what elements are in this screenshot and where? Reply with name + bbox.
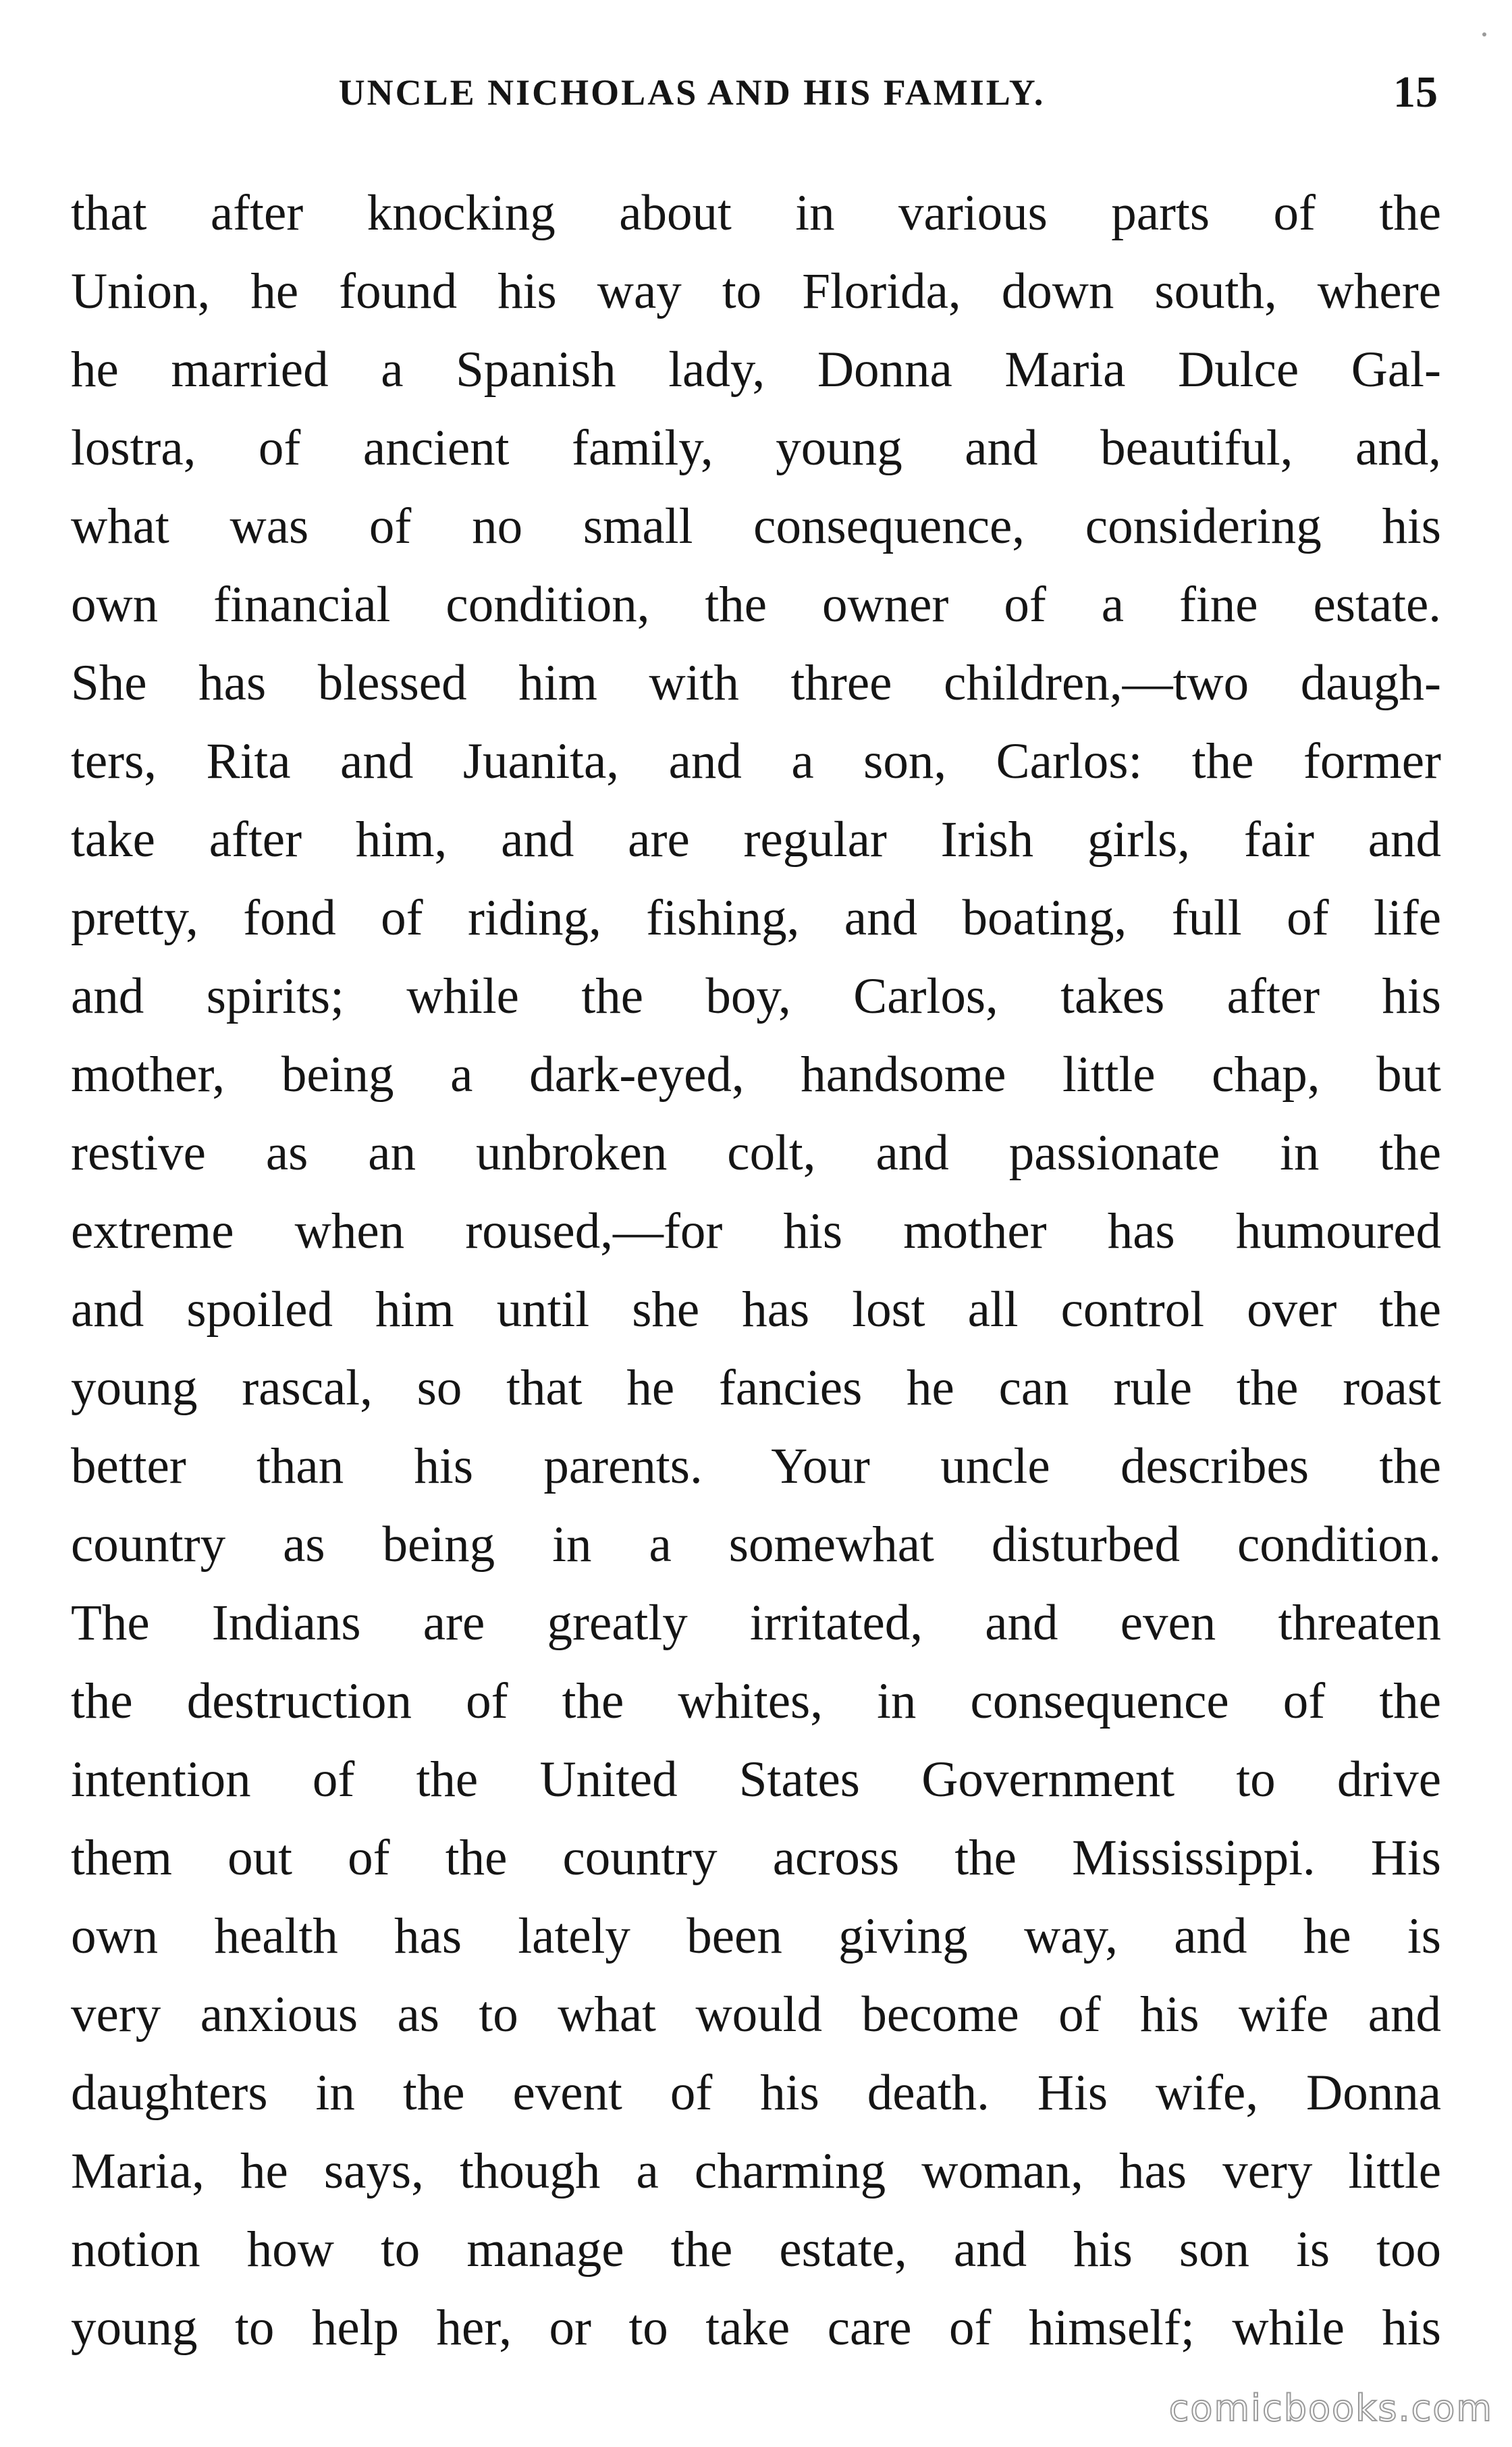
watermark: comicbooks.com xyxy=(1168,2387,1493,2429)
text-line: intention of the United States Government to drive xyxy=(71,1752,1441,1808)
text-line: what was of no small consequence, considering his xyxy=(71,498,1441,554)
running-title: UNCLE NICHOLAS AND HIS FAMILY. xyxy=(338,72,1046,113)
text-line: pretty, fond of riding, fishing, and boating, full of life xyxy=(71,890,1441,946)
text-line: extreme when roused,—for his mother has humoured xyxy=(71,1203,1441,1259)
text-line: Maria, he says, though a charming woman, has very little xyxy=(71,2143,1441,2199)
text-line: better than his parents. Your uncle describes the xyxy=(71,1438,1441,1494)
text-line: ters, Rita and Juanita, and a son, Carlos: the former xyxy=(71,733,1441,789)
page-number: 15 xyxy=(1393,68,1438,117)
text-line: own health has lately been giving way, and he is xyxy=(71,1908,1441,1964)
text-line: he married a Spanish lady, Donna Maria Dulce Gal- xyxy=(71,342,1441,398)
text-line: notion how to manage the estate, and his son is too xyxy=(71,2221,1441,2278)
text-line: that after knocking about in various parts of the xyxy=(71,185,1441,241)
text-line: country as being in a somewhat disturbed condition. xyxy=(71,1517,1441,1573)
text-line: The Indians are greatly irritated, and even threaten xyxy=(71,1595,1441,1651)
text-line: own financial condition, the owner of a fine estate. xyxy=(71,577,1441,633)
scan-dot xyxy=(1482,32,1486,36)
running-head xyxy=(68,62,1438,123)
text-line: mother, being a dark-eyed, handsome little chap, but xyxy=(71,1047,1441,1103)
text-line: them out of the country across the Mississippi. His xyxy=(71,1830,1441,1886)
text-line: and spoiled him until she has lost all control over the xyxy=(71,1282,1441,1338)
text-line: take after him, and are regular Irish girls, fair and xyxy=(71,812,1441,868)
text-line: and spirits; while the boy, Carlos, takes after his xyxy=(71,968,1441,1024)
text-line: the destruction of the whites, in consequence of the xyxy=(71,1673,1441,1729)
text-line: restive as an unbroken colt, and passionate in the xyxy=(71,1125,1441,1181)
text-line: Union, he found his way to Florida, down south, where xyxy=(71,263,1441,319)
text-line: young to help her, or to take care of himself; while his xyxy=(71,2300,1441,2356)
body-text xyxy=(71,174,1441,2367)
text-line: young rascal, so that he fancies he can rule the roast xyxy=(71,1360,1441,1416)
text-line: very anxious as to what would become of his wife and xyxy=(71,1986,1441,2043)
text-line: daughters in the event of his death. His wife, Donna xyxy=(71,2065,1441,2121)
text-line: She has blessed him with three children,—two daugh- xyxy=(71,655,1441,711)
text-line: lostra, of ancient family, young and beautiful, and, xyxy=(71,420,1441,476)
